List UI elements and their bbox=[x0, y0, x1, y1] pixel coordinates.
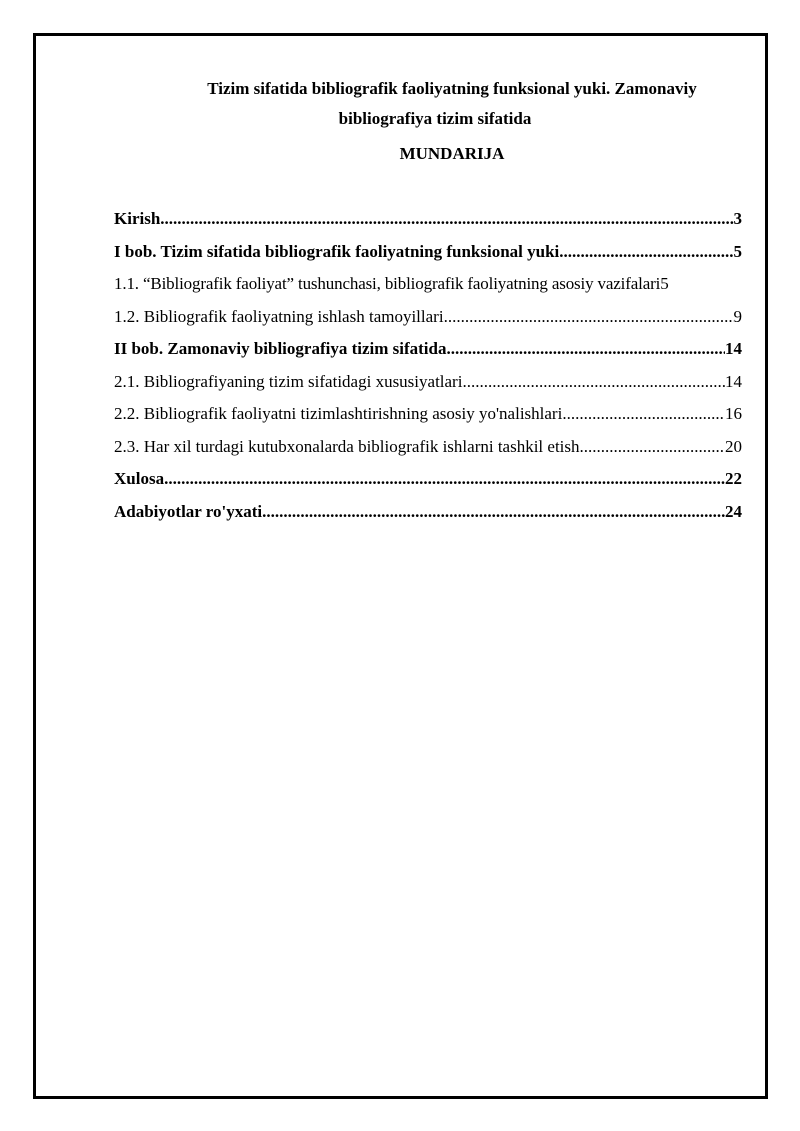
toc-dot-leader bbox=[580, 432, 725, 462]
toc-entry-chapter-2 bbox=[114, 334, 742, 367]
document-title-line-1: Tizim sifatida bibliografik faoliyatning funksional yuki. Zamonaviy bbox=[207, 79, 697, 98]
toc-page-number: 14 bbox=[725, 339, 742, 358]
table-of-contents bbox=[114, 204, 742, 529]
toc-page-number: 24 bbox=[725, 501, 742, 521]
toc-dot-leader bbox=[562, 399, 725, 429]
toc-heading: MUNDARIJA bbox=[399, 144, 505, 163]
toc-page-number: 9 bbox=[733, 306, 742, 326]
toc-dot-leader bbox=[446, 334, 725, 364]
toc-entry-text: 2.1. Bibliografiyaning tizim sifatidagi xususiyatlari bbox=[114, 371, 463, 391]
toc-page-number: 22 bbox=[725, 469, 742, 488]
toc-dot-leader bbox=[160, 204, 733, 234]
toc-entry-adabiyotlar bbox=[114, 497, 742, 530]
toc-entry-xulosa bbox=[114, 464, 742, 497]
toc-entry-section-2-3 bbox=[114, 432, 742, 465]
toc-entry-text: Xulosa bbox=[114, 469, 165, 488]
toc-dot-leader bbox=[462, 367, 725, 397]
toc-entry-text: 1.2. Bibliografik faoliyatning ishlash tamoyillari bbox=[114, 306, 444, 326]
toc-page-number: 20 bbox=[725, 436, 742, 456]
toc-entry-text: 1.1. “Bibliografik faoliyat” tushunchasi, bibliografik faoliyatning asosiy vazifalari bbox=[114, 274, 661, 293]
toc-entry-section-1-2 bbox=[114, 302, 742, 335]
toc-entry-section-1-1 bbox=[114, 269, 742, 302]
toc-entry-text: 2.2. Bibliografik faoliyatni tizimlashtirishning asosiy yo'nalishlari bbox=[114, 404, 563, 423]
toc-dot-leader bbox=[262, 497, 725, 527]
toc-page-number: 5 bbox=[660, 274, 669, 293]
toc-entry-text: 2.3. Har xil turdagi kutubxonalarda bibliografik ishlarni tashkil etish bbox=[114, 436, 580, 456]
toc-page-number: 5 bbox=[733, 241, 742, 261]
toc-dot-leader bbox=[164, 464, 725, 494]
toc-entry-chapter-1 bbox=[114, 237, 742, 270]
toc-entry-section-2-2 bbox=[114, 399, 742, 432]
toc-entry-section-2-1 bbox=[114, 367, 742, 400]
toc-page-number: 14 bbox=[725, 371, 742, 391]
document-title-line-2: bibliografiya tizim sifatida bbox=[338, 109, 532, 128]
toc-entry-text: I bob. Tizim sifatida bibliografik faoliyatning funksional yuki bbox=[114, 241, 560, 261]
toc-entry-text: II bob. Zamonaviy bibliografiya tizim sifatida bbox=[114, 339, 447, 358]
toc-page-number: 3 bbox=[733, 209, 742, 228]
toc-dot-leader bbox=[559, 237, 733, 267]
toc-entry-text: Kirish bbox=[114, 209, 161, 228]
toc-entry-kirish bbox=[114, 204, 742, 237]
page-border bbox=[33, 33, 768, 1099]
toc-page-number: 16 bbox=[725, 404, 742, 423]
toc-entry-text: Adabiyotlar ro'yxati bbox=[114, 501, 263, 521]
toc-dot-leader bbox=[444, 302, 734, 332]
